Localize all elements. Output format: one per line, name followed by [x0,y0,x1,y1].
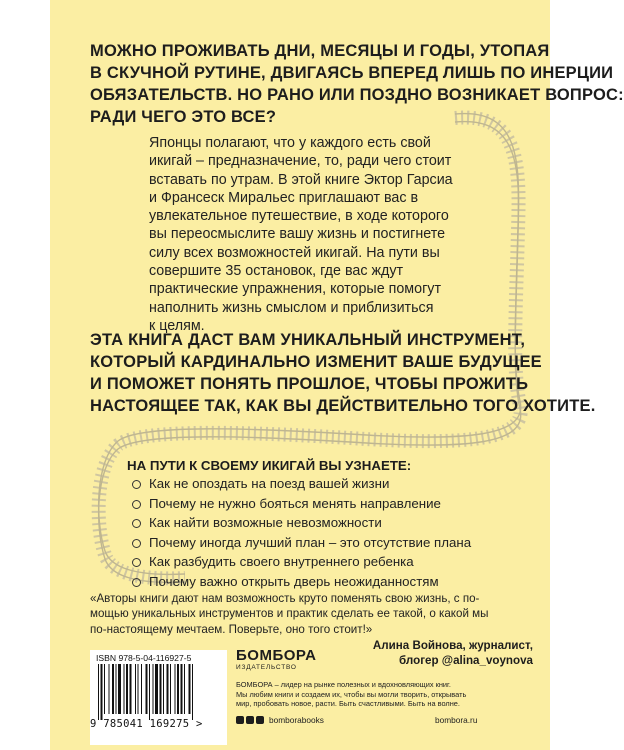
quote-line: по-настоящему мечтаем. Поверьте, оно того стоит!» [90,622,373,636]
social-links [236,714,324,726]
description-line: к целям. [149,317,205,334]
description-line: Японцы полагают, что у каждого есть свой [149,135,431,151]
learn-list-title: НА ПУТИ К СВОЕМУ ИКИГАЙ ВЫ УЗНАЕТЕ: [127,458,412,473]
publisher-logo: БОМБОРА [236,647,317,664]
barcode-bar [184,664,185,714]
headline-promise-line: НАСТОЯЩЕЕ ТАК, КАК ВЫ ДЕЙСТВИТЕЛЬНО ТОГО ХОТИТЕ. [90,397,596,415]
barcode-bar [153,664,154,714]
barcode-bar [160,664,162,714]
barcode-bar [175,664,176,714]
book-description [149,134,499,335]
description-line: и Франсеск Миральес приглашают вас в [149,189,419,206]
list-item [132,533,512,553]
barcode-bar [112,664,114,714]
headline-promise-line: КОТОРЫЙ КАРДИНАЛЬНО ИЗМЕНИТ ВАШЕ БУДУЩЕЕ [90,353,542,371]
barcode-panel [90,650,227,745]
headline-promise-line: И ПОМОЖЕТ ПОНЯТЬ ПРОШЛОЕ, ЧТОБЫ ПРОЖИТЬ [90,375,529,393]
list-item-text: Почему не нужно бояться менять направление [149,495,441,511]
headline-intro [90,40,624,128]
publisher-website[interactable]: bombora.ru [435,715,478,725]
barcode-bar [155,664,158,714]
list-item-text: Как не опоздать на поезд вашей жизни [149,476,390,491]
learn-list [132,474,512,592]
barcode-bar [124,664,125,714]
isbn-number: ISBN 978-5-04-116927-5 [96,653,192,663]
bullet-circle-icon [132,578,141,587]
barcode-digits: 9 785041 169275 > [90,718,203,730]
description-line: совершите 35 остановок, где вас ждут [149,263,404,280]
description-line: практические упражнения, которые помогут [149,281,442,298]
barcode-bar [135,664,136,714]
description-line: вы переосмыслите вашу жизнь и постигнете [149,226,446,243]
publisher-logo-subtitle: ИЗДАТЕЛЬСТВО [236,664,297,671]
headline-intro-line: ОБЯЗАТЕЛЬСТВ. НО РАНО ИЛИ ПОЗДНО ВОЗНИКАЕТ ВОПРОС: [90,86,624,104]
description-line: наполнить жизнь смыслом и приблизиться [149,299,434,316]
list-item [132,494,512,514]
list-item-text: Почему важно открыть дверь неожиданностям [149,573,439,589]
social-icon[interactable] [246,716,254,724]
barcode-bar [116,664,117,714]
list-item [132,513,512,533]
barcode-bar [181,664,183,714]
barcode-bar [163,664,164,714]
description-line: силу всех возможностей икигай. На пути вы [149,244,440,261]
barcode-bar [118,664,121,714]
review-quote [90,591,530,637]
barcode-bar [170,664,171,714]
social-icon[interactable] [236,716,244,724]
barcode-bar [101,664,103,720]
list-item-text: Как найти возможные невозможности [149,515,382,531]
barcode-bar [104,664,105,714]
author-line: Алина Войнова, журналист, [372,639,533,652]
social-icon[interactable] [256,716,264,724]
barcode-bar [167,664,169,714]
barcode-bar [109,664,110,714]
publisher-note-line: мир, пробовать новое, расти. Быть счастливыми. Быть на волне. [236,699,460,708]
headline-intro-line: МОЖНО ПРОЖИВАТЬ ДНИ, МЕСЯЦЫ И ГОДЫ, УТОПАЯ [90,42,550,60]
quote-line: мощью уникальных инструментов и практик сделать ее такой, о какой мы [90,607,489,621]
quote-author [333,638,533,668]
barcode-image [96,664,221,720]
barcode-bar [192,664,193,720]
headline-intro-line: РАДИ ЧЕГО ЭТО ВСЕ? [90,108,277,126]
bullet-circle-icon [132,480,141,489]
barcode-bar [98,664,99,720]
barcode-bar [138,664,139,714]
author-line: блогер @alina_voynova [399,654,533,667]
quote-line: «Авторы книги дают нам возможность круто поменять свою жизнь, с по- [90,592,480,605]
list-item-text: Как разбудить своего внутреннего ребенка [149,554,414,570]
description-line: икигай – предназначение, то, ради чего стоит [149,153,452,170]
barcode-bar [141,664,142,714]
book-back-cover [50,0,624,750]
bullet-circle-icon [132,519,141,528]
barcode-bar [146,664,148,714]
barcode-bar [177,664,179,714]
list-item [132,474,512,494]
list-item [132,572,512,592]
description-line: увлекательное путешествие, в ходе которого [149,208,449,225]
publisher-note [236,680,536,709]
social-handle[interactable]: bomborabooks [269,715,324,725]
bullet-circle-icon [132,539,141,548]
headline-intro-line: В СКУЧНОЙ РУТИНЕ, ДВИГАЯСЬ ВПЕРЕД ЛИШЬ ПО ИНЕРЦИИ [90,64,614,82]
publisher-note-line: Мы любим книги и создаем их, чтобы вы могли творить, открывать [236,689,467,699]
bullet-circle-icon [132,500,141,509]
barcode-bar [189,664,191,714]
list-item [132,552,512,572]
list-item-text: Почему иногда лучший план – это отсутствие плана [149,534,472,550]
barcode-bar [149,664,150,720]
publisher-note-line: БОМБОРА – лидер на рынке полезных и вдохновляющих книг. [236,680,451,689]
barcode-bar [130,664,132,714]
barcode-bar [126,664,128,714]
bullet-circle-icon [132,558,141,567]
headline-promise-line: ЭТА КНИГА ДАСТ ВАМ УНИКАЛЬНЫЙ ИНСТРУМЕНТ, [90,331,526,349]
headline-promise [90,329,596,417]
description-line: вставать по утрам. В этой книге Эктор Гарсиа [149,171,453,188]
